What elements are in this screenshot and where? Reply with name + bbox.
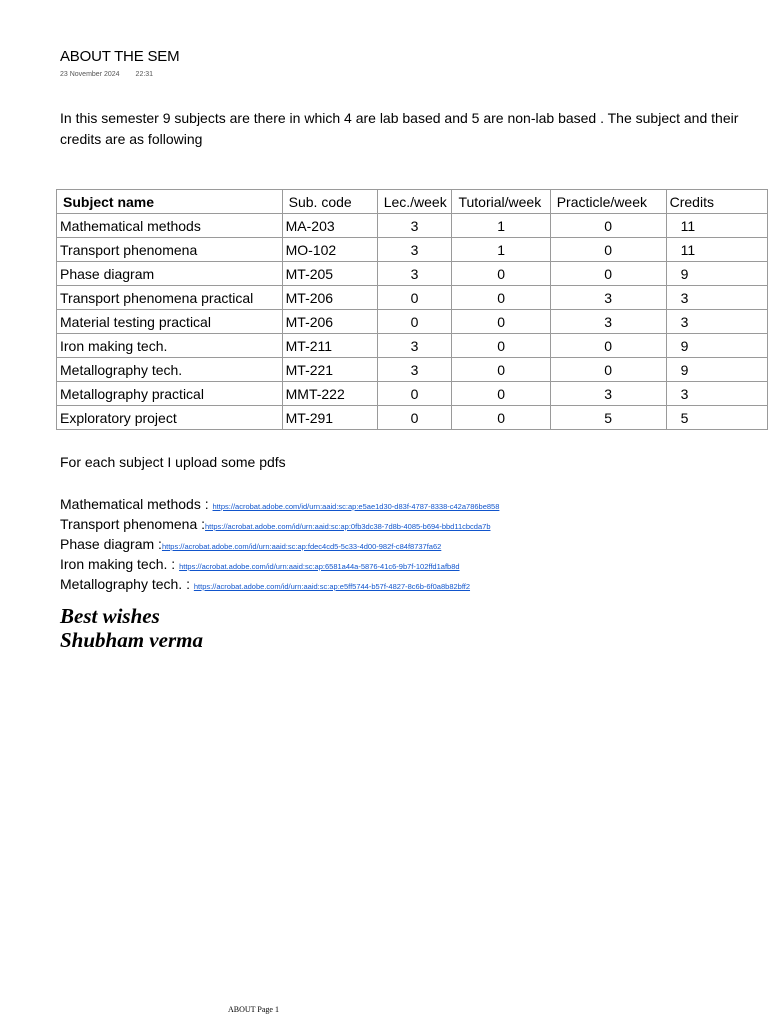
cell-tutorial-week: 0 xyxy=(452,382,550,406)
cell-subject-name: Exploratory project xyxy=(57,406,283,430)
pdf-link-row-metallography-tech xyxy=(60,574,499,594)
cell-lec-week: 3 xyxy=(377,238,452,262)
pdf-link-phase-diagram[interactable]: https://acrobat.adobe.com/id/urn:aaid:sc:ap:fdec4cd5-5c33-4d00-982f-c84f8737fa62 xyxy=(161,542,442,551)
pdf-link-label: Mathematical methods : xyxy=(60,496,213,512)
pdf-link-label: Transport phenomena : xyxy=(60,516,206,532)
cell-sub-code: MT-206 xyxy=(282,310,377,334)
pdf-link-row-phase-diagram xyxy=(60,534,499,554)
pdf-link-row-iron-making-tech xyxy=(60,554,499,574)
pdf-link-iron-making-tech[interactable]: https://acrobat.adobe.com/id/urn:aaid:sc:ap:6581a44a-5876-41c6-9b7f-102ffd1afb8d xyxy=(179,562,460,571)
pdf-link-label: Iron making tech. : xyxy=(60,556,180,572)
cell-tutorial-week: 0 xyxy=(452,406,550,430)
cell-lec-week: 3 xyxy=(377,358,452,382)
cell-lec-week: 0 xyxy=(377,406,452,430)
cell-lec-week: 0 xyxy=(377,310,452,334)
table-row xyxy=(57,310,768,334)
pdf-link-transport-phenomena[interactable]: https://acrobat.adobe.com/id/urn:aaid:sc:ap:0fb3dc38-7d8b-4085-b694-bbd11cbcda7b xyxy=(205,522,491,531)
header-sub-code: Sub. code xyxy=(282,190,377,214)
cell-credits: 11 xyxy=(666,214,767,238)
table-body xyxy=(57,214,768,430)
pdf-link-metallography-tech[interactable]: https://acrobat.adobe.com/id/urn:aaid:sc:ap:e5ff5744-b57f-4827-8c6b-6f0a8b82bff2 xyxy=(193,582,471,591)
pdf-link-row-mathematical-methods xyxy=(60,494,499,514)
cell-credits: 9 xyxy=(666,358,767,382)
header-subject-name: Subject name xyxy=(57,190,283,214)
page-time: 22:31 xyxy=(135,71,154,78)
cell-lec-week: 0 xyxy=(377,382,452,406)
header-lec-week: Lec./week xyxy=(377,190,452,214)
cell-practicle-week: 0 xyxy=(550,238,666,262)
cell-subject-name: Metallography tech. xyxy=(57,358,283,382)
table-row xyxy=(57,286,768,310)
cell-practicle-week: 0 xyxy=(550,214,666,238)
cell-sub-code: MT-211 xyxy=(282,334,377,358)
cell-practicle-week: 3 xyxy=(550,382,666,406)
cell-sub-code: MO-102 xyxy=(282,238,377,262)
cell-sub-code: MT-206 xyxy=(282,286,377,310)
cell-sub-code: MA-203 xyxy=(282,214,377,238)
header-tutorial-week: Tutorial/week xyxy=(452,190,550,214)
cell-practicle-week: 3 xyxy=(550,286,666,310)
page-title: ABOUT THE SEM xyxy=(60,48,180,65)
cell-subject-name: Phase diagram xyxy=(57,262,283,286)
table-row xyxy=(57,358,768,382)
table-row xyxy=(57,334,768,358)
signature-name: Shubham verma xyxy=(60,628,203,652)
cell-subject-name: Transport phenomena practical xyxy=(57,286,283,310)
pdf-link-row-transport-phenomena xyxy=(60,514,499,534)
table-row xyxy=(57,406,768,430)
page-meta xyxy=(60,71,153,78)
cell-credits: 3 xyxy=(666,382,767,406)
cell-practicle-week: 5 xyxy=(550,406,666,430)
table-header xyxy=(57,190,768,214)
cell-tutorial-week: 1 xyxy=(452,214,550,238)
cell-subject-name: Material testing practical xyxy=(57,310,283,334)
table-header-row xyxy=(57,190,768,214)
cell-practicle-week: 3 xyxy=(550,310,666,334)
cell-sub-code: MT-205 xyxy=(282,262,377,286)
cell-credits: 9 xyxy=(666,334,767,358)
cell-lec-week: 3 xyxy=(377,214,452,238)
cell-sub-code: MT-291 xyxy=(282,406,377,430)
cell-credits: 9 xyxy=(666,262,767,286)
table-row xyxy=(57,262,768,286)
cell-tutorial-week: 0 xyxy=(452,358,550,382)
cell-credits: 3 xyxy=(666,286,767,310)
table-row xyxy=(57,214,768,238)
pdf-links-list xyxy=(60,494,499,594)
page-date: 23 November 2024 xyxy=(60,71,120,78)
table-row xyxy=(57,382,768,406)
cell-tutorial-week: 0 xyxy=(452,334,550,358)
cell-sub-code: MMT-222 xyxy=(282,382,377,406)
cell-tutorial-week: 0 xyxy=(452,310,550,334)
cell-subject-name: Mathematical methods xyxy=(57,214,283,238)
cell-credits: 3 xyxy=(666,310,767,334)
cell-credits: 11 xyxy=(666,238,767,262)
cell-tutorial-week: 1 xyxy=(452,238,550,262)
cell-subject-name: Iron making tech. xyxy=(57,334,283,358)
cell-tutorial-week: 0 xyxy=(452,286,550,310)
cell-lec-week: 3 xyxy=(377,334,452,358)
intro-paragraph: In this semester 9 subjects are there in which 4 are lab based and 5 are non-lab based . The subject and their credits are as following xyxy=(60,110,739,147)
cell-subject-name: Metallography practical xyxy=(57,382,283,406)
signature-greeting: Best wishes xyxy=(60,604,160,628)
cell-subject-name: Transport phenomena xyxy=(57,238,283,262)
cell-lec-week: 3 xyxy=(377,262,452,286)
cell-lec-week: 0 xyxy=(377,286,452,310)
pdf-link-mathematical-methods[interactable]: https://acrobat.adobe.com/id/urn:aaid:sc:ap:e5ae1d30-d83f-4787-8338-c42a786be858 xyxy=(212,502,500,511)
table-row xyxy=(57,238,768,262)
header-practicle-week: Practicle/week xyxy=(550,190,666,214)
cell-credits: 5 xyxy=(666,406,767,430)
cell-practicle-week: 0 xyxy=(550,334,666,358)
cell-practicle-week: 0 xyxy=(550,358,666,382)
header-credits: Credits xyxy=(666,190,767,214)
cell-tutorial-week: 0 xyxy=(452,262,550,286)
credits-table xyxy=(56,189,768,430)
cell-sub-code: MT-221 xyxy=(282,358,377,382)
pdf-note: For each subject I upload some pdfs xyxy=(60,454,286,470)
page-footer: ABOUT Page 1 xyxy=(228,1005,279,1014)
signature xyxy=(60,604,203,652)
pdf-link-label: Metallography tech. : xyxy=(60,576,194,592)
cell-practicle-week: 0 xyxy=(550,262,666,286)
pdf-link-label: Phase diagram : xyxy=(60,536,162,552)
